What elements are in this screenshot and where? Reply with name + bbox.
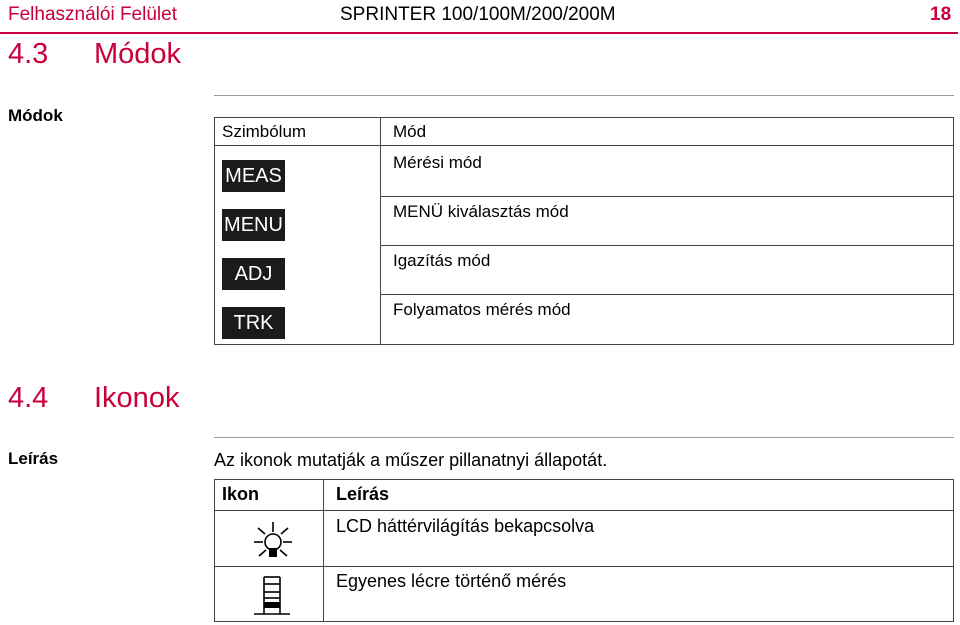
section-rule xyxy=(214,437,954,438)
mode-badge-trk: TRK xyxy=(222,307,285,339)
section-title-text: Módok xyxy=(94,38,182,70)
icon-description: Egyenes lécre történő mérés xyxy=(336,571,567,591)
modes-header-line xyxy=(214,145,954,146)
modes-table xyxy=(214,117,954,345)
column-header-description: Leírás xyxy=(336,484,390,504)
backlight-bulb-icon xyxy=(250,520,296,562)
icons-column-separator xyxy=(323,479,324,622)
section-title-modes xyxy=(8,38,181,71)
mode-description: Igazítás mód xyxy=(393,251,491,270)
mode-badge-menu: MENU xyxy=(222,209,285,241)
section-number: 4.4 xyxy=(8,382,49,414)
mode-description: MENÜ kiválasztás mód xyxy=(393,202,569,221)
side-label-description: Leírás xyxy=(8,449,59,468)
icons-row-line xyxy=(214,566,954,567)
mode-description: Mérési mód xyxy=(393,153,482,172)
icons-table xyxy=(214,479,954,622)
modes-row-line xyxy=(380,196,954,197)
header-product-name: SPRINTER 100/100M/200/200M xyxy=(340,4,616,25)
section-number: 4.3 xyxy=(8,38,49,70)
section-title-icons xyxy=(8,382,179,415)
icon-description: LCD háttérvilágítás bekapcsolva xyxy=(336,516,595,536)
header-divider xyxy=(0,32,958,34)
column-header-mode: Mód xyxy=(393,122,427,141)
icons-intro-text: Az ikonok mutatják a műszer pillanatnyi állapotát. xyxy=(214,450,608,470)
column-header-icon: Ikon xyxy=(222,484,260,504)
staff-ladder-icon xyxy=(252,574,292,618)
modes-row-line xyxy=(380,294,954,295)
column-header-symbol: Szimbólum xyxy=(222,122,307,141)
mode-description: Folyamatos mérés mód xyxy=(393,300,571,319)
mode-badge-meas: MEAS xyxy=(222,160,285,192)
modes-row-line xyxy=(380,245,954,246)
section-rule xyxy=(214,95,954,96)
modes-column-separator xyxy=(380,117,381,345)
icons-header-line xyxy=(214,510,954,511)
header-chapter-title: Felhasználói Felület xyxy=(8,4,177,25)
side-label-modes: Módok xyxy=(8,106,63,125)
section-title-text: Ikonok xyxy=(94,382,180,414)
mode-badge-adj: ADJ xyxy=(222,258,285,290)
page-number: 18 xyxy=(930,4,952,25)
